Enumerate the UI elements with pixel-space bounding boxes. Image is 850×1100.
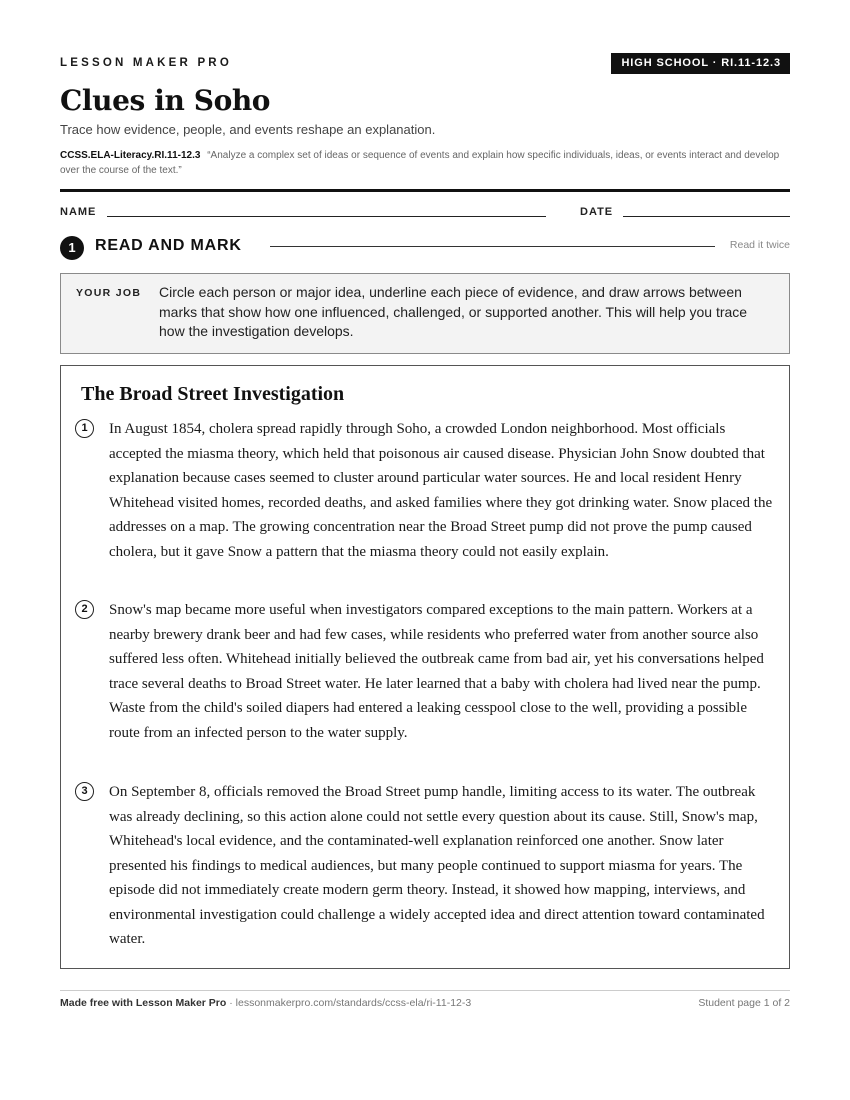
footer-made-with: Made free with Lesson Maker Pro [60, 997, 227, 1009]
your-job-box [60, 273, 790, 354]
header-divider [60, 189, 790, 192]
paragraph-number: 2 [75, 600, 94, 619]
footer-divider [60, 990, 790, 991]
standard-code: CCSS.ELA-Literacy.RI.11-12.3 [60, 150, 201, 161]
brand-name: LESSON MAKER PRO [60, 57, 232, 69]
paragraph-text: In August 1854, cholera spread rapidly through Soho, a crowded London neighborhood. Most officials accepted the miasma theory, which held that poisonous air caused disease. Physician John Snow doubted that explanation because cases seemed to cluster around particular water sources. He and local resident Henry Whitehead visited homes, recorded deaths, and asked families where they got drinking water. Snow placed the addresses on a map. The growing concentration near the Broad Street pump did not prove the pump caused cholera, but it gave Snow a pattern that the miasma theory could not easily explain. [109, 421, 773, 560]
standard-text: “Analyze a complex set of ideas or sequence of events and explain how specific individuals, ideas, or events interact and develop over the course of the text.” [60, 150, 780, 176]
your-job-instructions: Circle each person or major idea, underline each piece of evidence, and draw arrows between marks that show how one influenced, challenged, or supported another. This will help you trace how the investigation develops. [159, 284, 748, 339]
name-field[interactable] [107, 216, 546, 217]
grade-badge: HIGH SCHOOL · RI.11-12.3 [611, 53, 790, 74]
page-title: Clues in Soho [60, 84, 271, 117]
section-hint: Read it twice [729, 239, 790, 251]
your-job-label: YOUR JOB [76, 287, 142, 299]
paragraph-number: 1 [75, 419, 94, 438]
section-title: READ AND MARK [95, 237, 242, 254]
standard-statement [60, 148, 790, 178]
paragraph-text: On September 8, officials removed the Broad Street pump handle, limiting access to its water. The outbreak was already declining, so this action alone could not settle every question about its cause. Still, Snow's map, Whitehead's local evidence, and the contaminated-well explanation reinforced one another. Snow later presented his findings to medical audiences, but many people continued to support miasma for years. The episode did not immediately create modern germ theory. Instead, it showed how mapping, interviews, and environmental investigation could challenge a widely accepted idea and direct attention toward contaminated water. [109, 784, 765, 947]
paragraph-number: 3 [75, 782, 94, 801]
section-number-badge: 1 [60, 236, 84, 260]
date-field[interactable] [623, 216, 790, 217]
passage-title: The Broad Street Investigation [81, 383, 345, 405]
page-subtitle: Trace how evidence, people, and events reshape an explanation. [60, 122, 436, 137]
paragraph-text: Snow's map became more useful when investigators compared exceptions to the main pattern. Workers at a nearby brewery drank beer and had few cases, while residents who preferred water from another source also suffered less often. Whitehead initially believed the outbreak came from bad air, yet his conversations helped trace several deaths to Broad Street water. He later learned that a baby with cholera had lived near the pump. Waste from the child's soiled diapers had entered a leaking cesspool close to the well, providing a possible route from an infected person to the water supply. [109, 602, 764, 741]
footer-credit [60, 997, 471, 1009]
footer-page-number: Student page 1 of 2 [698, 997, 790, 1009]
date-label: DATE [580, 206, 614, 218]
footer-url[interactable]: · lessonmakerpro.com/standards/ccss-ela/ri-11-12-3 [226, 997, 472, 1009]
passage-box [60, 365, 790, 969]
section-rule [270, 246, 715, 247]
name-label: NAME [60, 206, 97, 218]
